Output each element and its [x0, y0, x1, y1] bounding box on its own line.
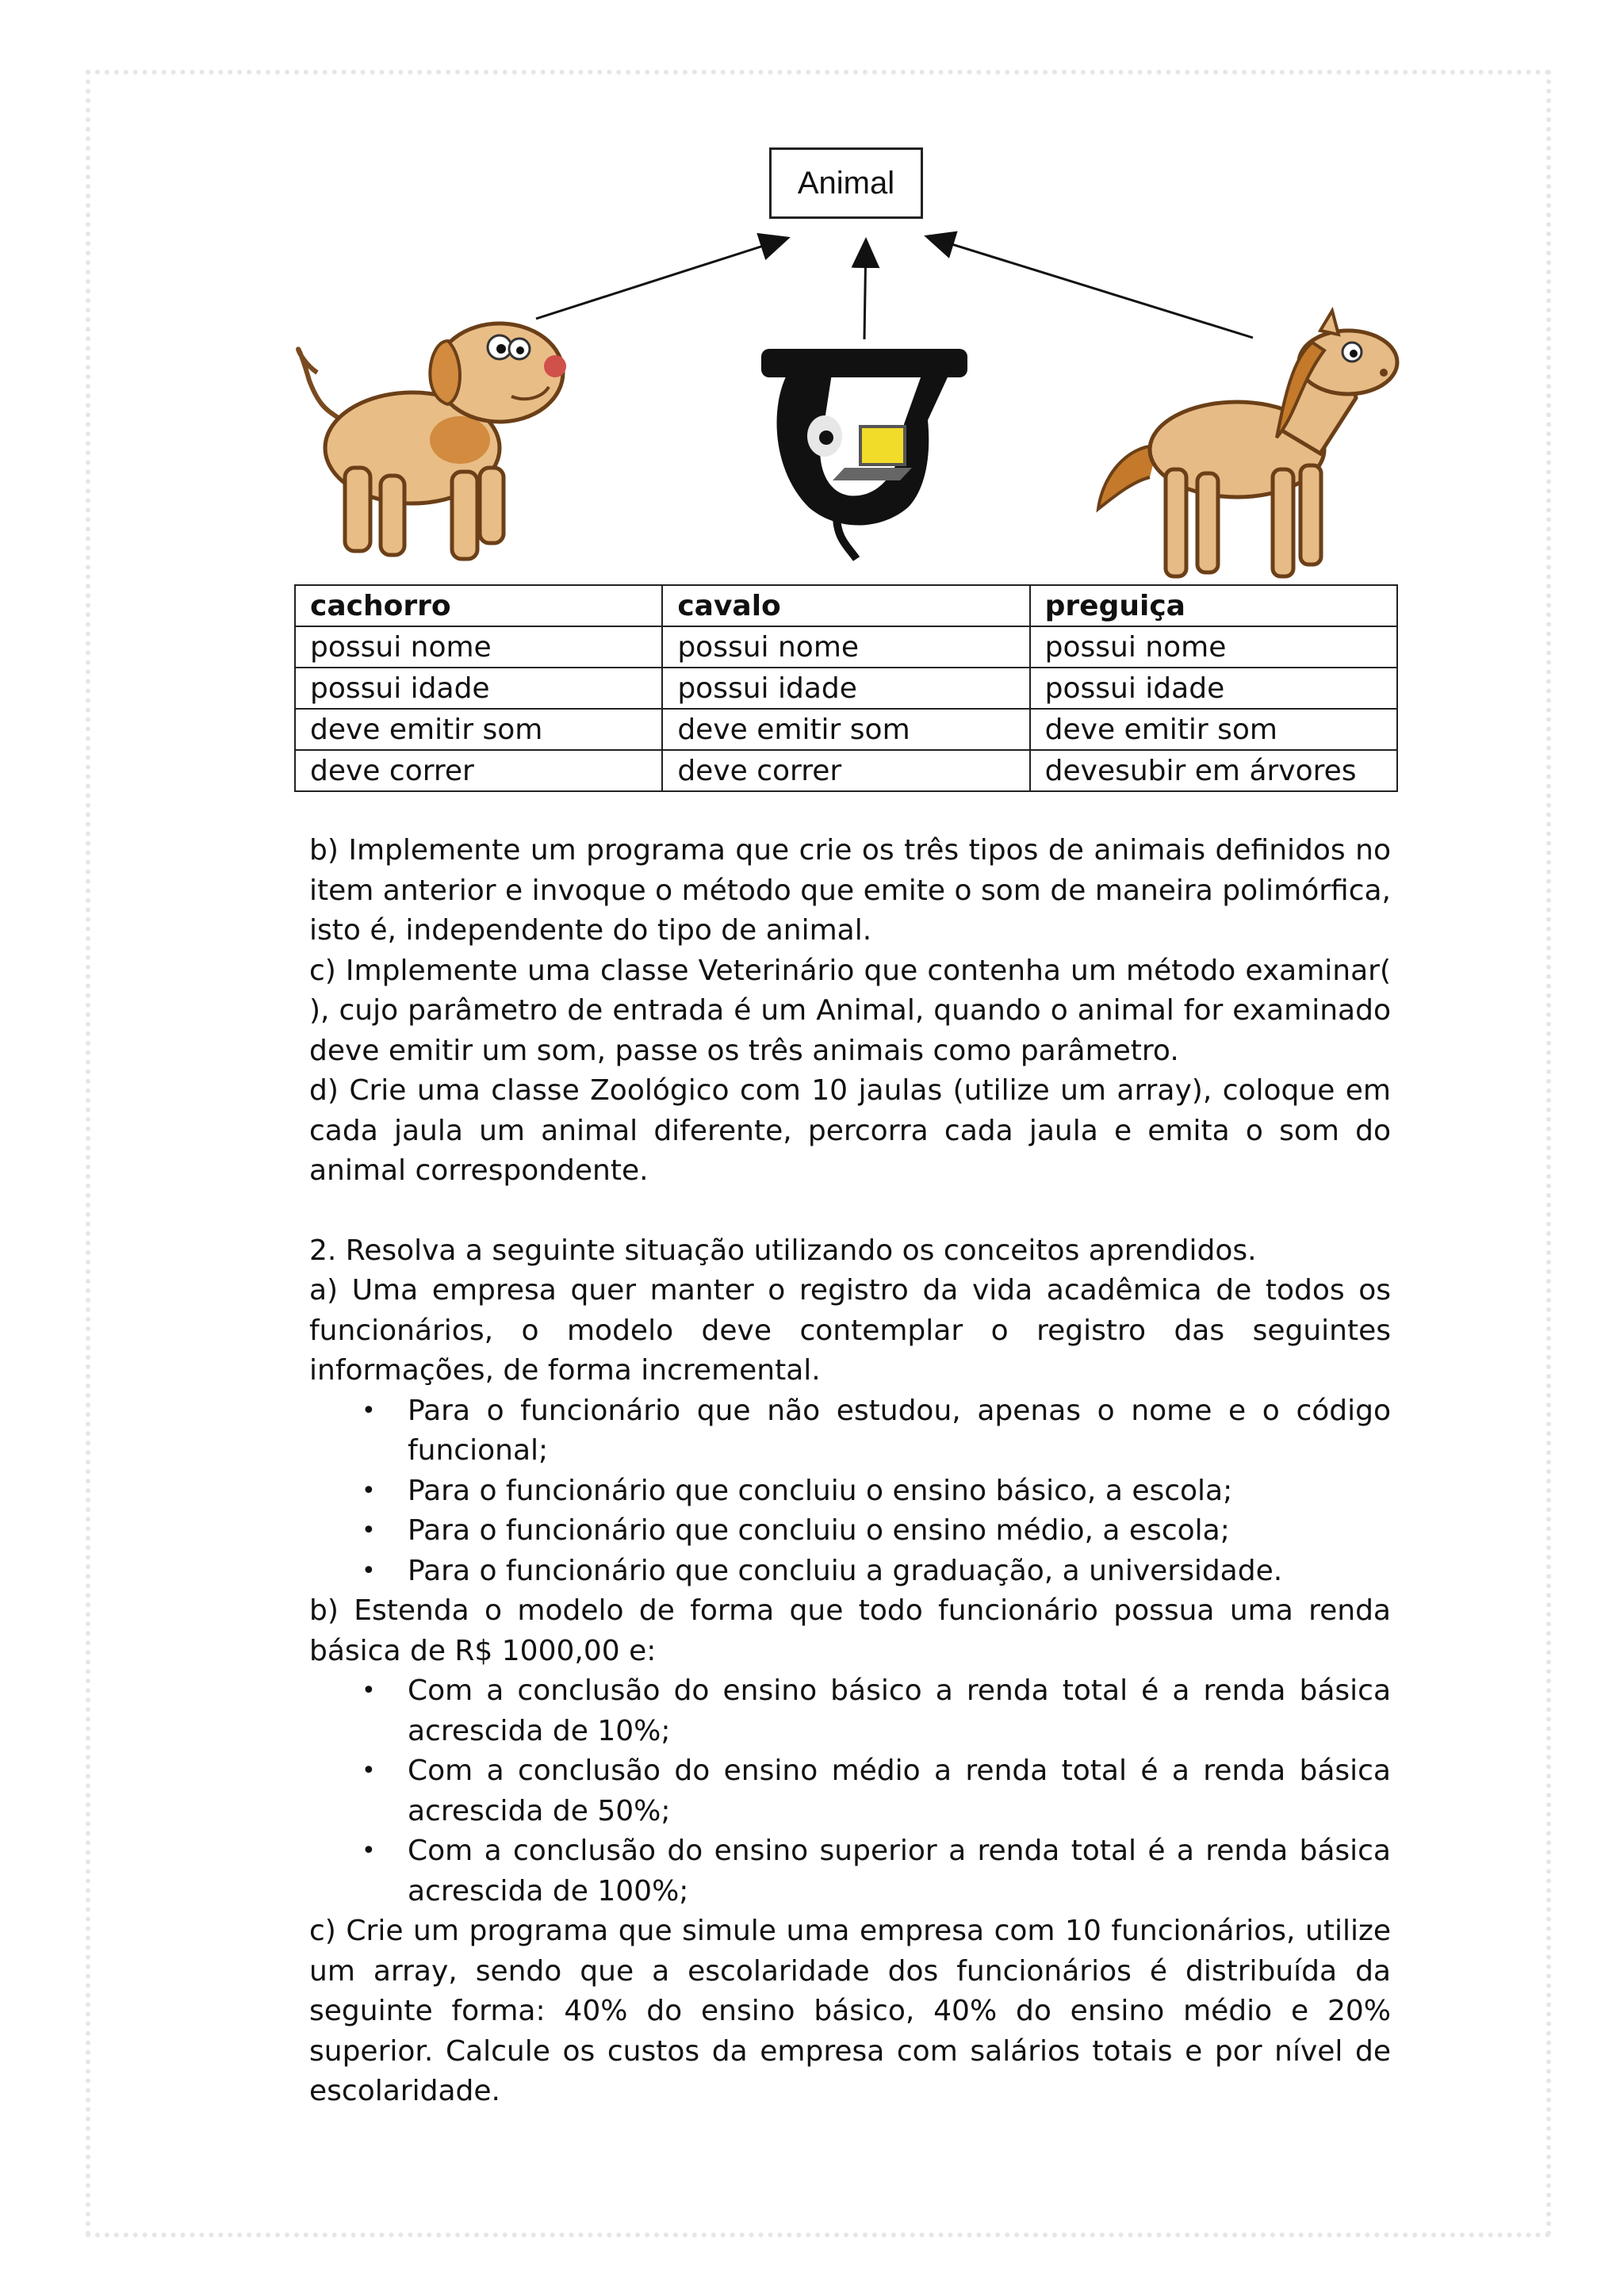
list-item-text: Para o funcionário que concluiu o ensino básico, a escola; — [408, 1474, 1233, 1507]
table-header: cavalo — [662, 585, 1029, 626]
table-cell: possui idade — [662, 668, 1029, 709]
item-2b: b) Estenda o modelo de forma que todo funcionário possua uma renda básica de R$ 1000,00 e: — [309, 1594, 1391, 1667]
table-row — [295, 626, 1397, 668]
table-header: cachorro — [295, 585, 662, 626]
table-cell: devesubir em árvores — [1030, 750, 1397, 791]
table-cell: deve emitir som — [295, 709, 662, 750]
horse-icon — [1098, 311, 1397, 576]
table-row — [295, 709, 1397, 750]
animal-class-label: Animal — [797, 165, 895, 201]
table-cell: deve correr — [295, 750, 662, 791]
list-item-text: Com a conclusão do ensino médio a renda total é a renda básica acrescida de 50%; — [408, 1755, 1391, 1827]
table-row — [295, 668, 1397, 709]
list-item — [309, 1552, 1391, 1592]
diagram-arrows — [0, 0, 1624, 587]
table-row — [295, 750, 1397, 791]
sloth-icon — [761, 349, 967, 559]
list-item-text: Com a conclusão do ensino superior a renda total é a renda básica acrescida de 100%; — [408, 1835, 1391, 1908]
spacer — [309, 1192, 1391, 1231]
item-2b-list — [309, 1671, 1391, 1911]
horse-arrow — [926, 236, 1253, 338]
table-header-row — [295, 585, 1397, 626]
sloth-arrow — [864, 239, 866, 339]
bullet-icon: • — [362, 1677, 376, 1705]
list-item — [309, 1391, 1391, 1471]
list-item — [309, 1751, 1391, 1831]
animals-table — [294, 584, 1398, 792]
bullet-icon: • — [362, 1757, 376, 1785]
list-item-text: Com a conclusão do ensino básico a renda total é a renda básica acrescida de 10%; — [408, 1674, 1391, 1747]
dog-arrow — [536, 238, 788, 319]
item-2c: c) Crie um programa que simule uma empresa com 10 funcionários, utilize um array, sendo que a escolaridade dos funcionários é distribuída da seguinte forma: 40% do ensino básico, 40% do ensino médio e 20% superior. Calcule os custos da empresa com salários totais e por nível de escolaridade. — [309, 1915, 1391, 2107]
table-cell: possui idade — [295, 668, 662, 709]
bullet-icon: • — [362, 1837, 376, 1865]
dog-icon — [298, 323, 566, 559]
item-1d: d) Crie uma classe Zoológico com 10 jaulas (utilize um array), coloque em cada jaula um animal diferente, percorra cada jaula e emita o som do animal correspondente. — [309, 1074, 1391, 1187]
list-item — [309, 1511, 1391, 1552]
list-item — [309, 1831, 1391, 1911]
item-1b: b) Implemente um programa que crie os três tipos de animais definidos no item anterior e invoque o método que emite o som de maneira polimórfica, isto é, independente do tipo de animal. — [309, 834, 1391, 947]
table-cell: possui nome — [295, 626, 662, 668]
document-body — [309, 831, 1391, 2112]
list-item-text: Para o funcionário que concluiu o ensino médio, a escola; — [408, 1514, 1230, 1547]
list-item — [309, 1671, 1391, 1751]
list-item — [309, 1471, 1391, 1512]
table-header: preguiça — [1030, 585, 1397, 626]
bullet-icon: • — [362, 1396, 376, 1425]
bullet-icon: • — [362, 1476, 376, 1505]
list-item-text: Para o funcionário que não estudou, apenas o nome e o código funcional; — [408, 1394, 1391, 1467]
table-cell: deve emitir som — [1030, 709, 1397, 750]
bullet-icon: • — [362, 1556, 376, 1585]
list-item-text: Para o funcionário que concluiu a graduação, a universidade. — [408, 1554, 1283, 1587]
item-1c: c) Implemente uma classe Veterinário que contenha um método examinar( ), cujo parâmetro de entrada é um Animal, quando o animal for examinado deve emitir um som, passe os três animais como parâmetro. — [309, 954, 1391, 1067]
table-cell: possui nome — [1030, 626, 1397, 668]
bullet-icon: • — [362, 1517, 376, 1544]
table-cell: possui nome — [662, 626, 1029, 668]
section-2-heading: 2. Resolva a seguinte situação utilizando os conceitos aprendidos. — [309, 1234, 1257, 1267]
table-cell: possui idade — [1030, 668, 1397, 709]
item-2a: a) Uma empresa quer manter o registro da vida acadêmica de todos os funcionários, o modelo deve contemplar o registro das seguintes informações, de forma incremental. — [309, 1274, 1391, 1387]
table-cell: deve correr — [662, 750, 1029, 791]
inheritance-diagram — [0, 0, 1624, 587]
table-cell: deve emitir som — [662, 709, 1029, 750]
item-2a-list — [309, 1391, 1391, 1592]
